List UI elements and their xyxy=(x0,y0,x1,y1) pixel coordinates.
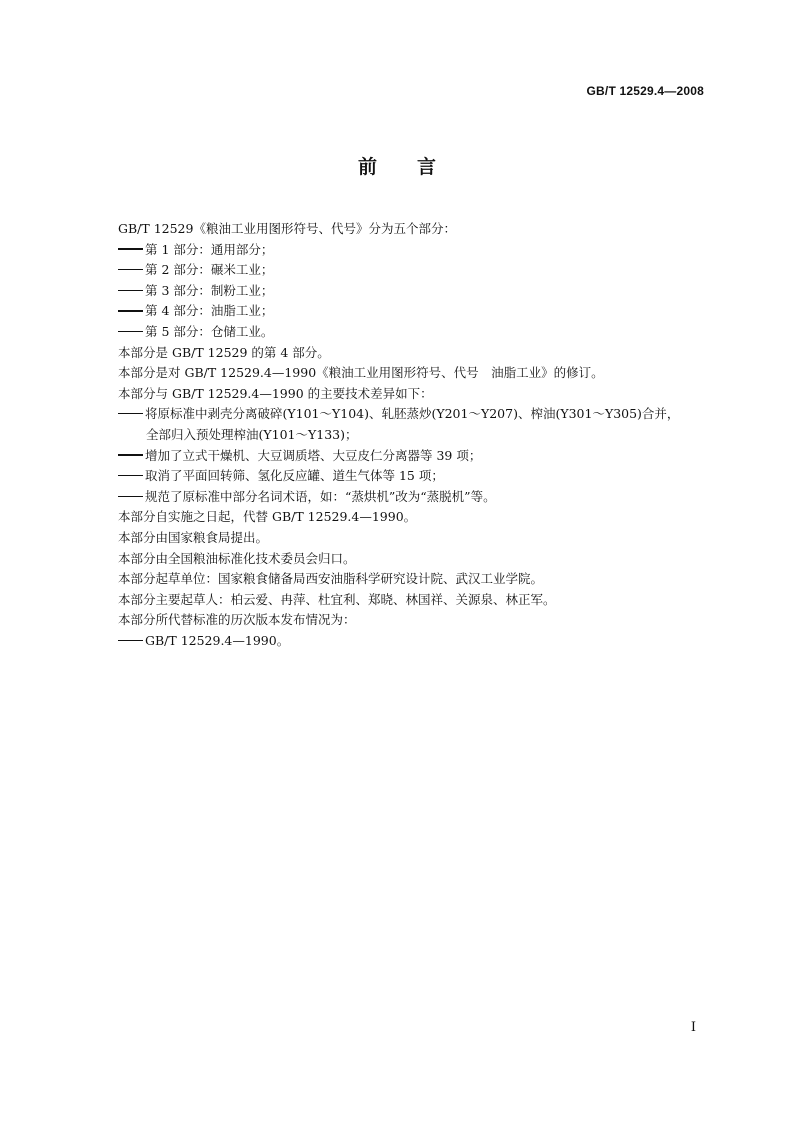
history-item-text: GB/T 12529.4—1990。 xyxy=(145,632,290,648)
drafters-paragraph: 本部分主要起草人：柏云爱、冉萍、杜宜利、郑晓、林国祥、关源泉、林正军。 xyxy=(118,591,556,607)
difference-item-text: 取消了平面回转筛、氢化反应罐、道生气体等 15 项； xyxy=(145,468,444,484)
difference-item-continuation: 全部归入预处理榨油(Y101～Y133)； xyxy=(146,426,358,442)
dash-icon xyxy=(118,269,143,270)
dash-icon xyxy=(118,248,143,249)
dash-icon xyxy=(118,475,143,476)
part-list-item xyxy=(118,260,718,281)
page-number: I xyxy=(690,1020,696,1035)
drafting-units-paragraph: 本部分起草单位：国家粮食储备局西安油脂科学研究设计院、武汉工业学院。 xyxy=(118,571,544,587)
difference-list-item xyxy=(118,487,718,508)
history-list-item xyxy=(118,631,718,652)
part-item-text: 第 5 部分：仓储工业。 xyxy=(145,323,274,339)
dash-icon xyxy=(118,640,143,641)
dash-icon xyxy=(118,310,143,311)
dash-icon xyxy=(118,413,143,414)
part-list-item xyxy=(118,281,718,302)
intro-paragraph: GB/T 12529《粮油工业用图形符号、代号》分为五个部分： xyxy=(118,221,456,236)
part-item-text: 第 3 部分：制粉工业； xyxy=(145,282,274,298)
foreword-body xyxy=(118,219,718,651)
dash-icon xyxy=(118,496,143,497)
difference-item-text: 增加了立式干燥机、大豆调质塔、大豆皮仁分离器等 39 项； xyxy=(145,447,482,463)
history-intro-paragraph: 本部分所代替标准的历次版本发布情况为： xyxy=(118,612,356,628)
dash-icon xyxy=(118,290,143,291)
difference-item-text: 规范了原标准中部分名词术语，如：“蒸烘机”改为“蒸脱机”等。 xyxy=(145,488,496,504)
part-item-text: 第 4 部分：油脂工业； xyxy=(145,303,274,319)
difference-item-text: 将原标准中剥壳分离破碎(Y101～Y104)、轧胚蒸炒(Y201～Y207)、榨油(Y301～Y305)合并， xyxy=(145,406,680,422)
difference-list-item xyxy=(118,404,718,425)
differences-intro-paragraph: 本部分与 GB/T 12529.4—1990 的主要技术差异如下： xyxy=(118,385,433,401)
proposed-paragraph: 本部分由国家粮食局提出。 xyxy=(118,529,269,545)
standard-number: GB/T 12529.4—2008 xyxy=(586,84,704,98)
difference-list-item xyxy=(118,446,718,467)
part-list-item xyxy=(118,240,718,261)
dash-icon xyxy=(118,454,143,455)
revision-paragraph: 本部分是对 GB/T 12529.4—1990《粮油工业用图形符号、代号 油脂工业》的修订。 xyxy=(118,365,604,381)
part-item-text: 第 2 部分：碾米工业； xyxy=(145,262,274,278)
this-part-paragraph: 本部分是 GB/T 12529 的第 4 部分。 xyxy=(118,344,330,360)
difference-list-item xyxy=(118,466,718,487)
page-title: 前言 xyxy=(357,156,476,178)
part-item-text: 第 1 部分：通用部分； xyxy=(145,241,274,257)
dash-icon xyxy=(118,331,143,332)
part-list-item xyxy=(118,301,718,322)
centralized-paragraph: 本部分由全国粮油标准化技术委员会归口。 xyxy=(118,550,356,566)
replaces-paragraph: 本部分自实施之日起，代替 GB/T 12529.4—1990。 xyxy=(118,509,417,525)
part-list-item xyxy=(118,322,718,343)
